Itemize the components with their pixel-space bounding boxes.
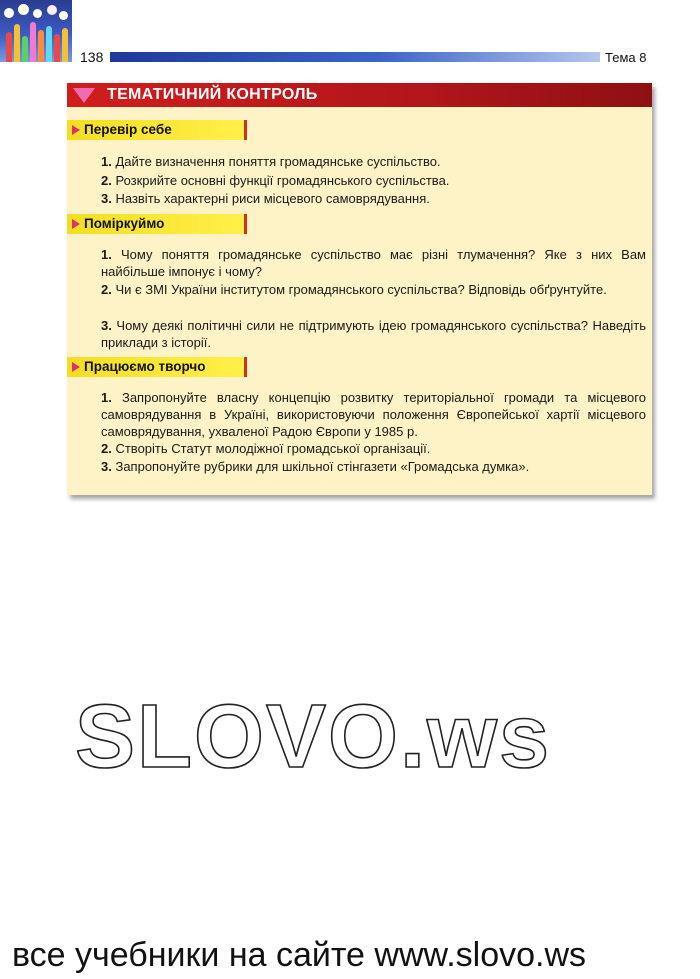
list-item [101,440,646,457]
thematic-control-panel [67,83,652,495]
list-item [101,389,646,440]
item-text: Дайте визначення поняття громадянське суспільство. [115,154,441,169]
list-item [101,172,646,189]
list-item [101,458,646,475]
section-label: Поміркуймо [84,216,165,231]
item-number: 3. [101,459,112,474]
section-header-reflect [67,214,247,234]
item-number: 3. [101,318,112,333]
list-item [101,190,646,207]
item-text: Розкрийте основні функції громадянського суспільства. [115,173,450,188]
arrow-icon [72,362,80,372]
item-number: 1. [101,247,112,262]
item-number: 2. [101,282,112,297]
arrow-icon [72,219,80,229]
section-label: Працюємо творчо [84,359,206,374]
item-text: Запропонуйте рубрики для шкільної стінгазети «Громадська думка». [115,459,530,474]
list-item [101,317,646,351]
item-number: 1. [101,154,112,169]
item-text: Чи є ЗМІ України інститутом громадянського суспільства? Відповідь обґрунтуйте. [115,282,607,297]
list-item [101,281,646,298]
triangle-icon [73,88,95,103]
section-header-check-yourself [67,120,247,140]
header-bar [110,52,600,62]
item-number: 3. [101,191,112,206]
arrow-icon [72,125,80,135]
corner-decoration-image [0,0,72,62]
item-text: Запропонуйте власну концепцію розвитку територіальної громади та місцевого самоврядування в Україні, використовуючи положення Європейської хартії місцевого самоврядування, ухваленої Радою Європи у 1985 р. [101,390,646,439]
item-text: Чому деякі політичні сили не підтримують ідею громадянського суспільства? Наведіть приклади з історії. [101,318,646,350]
footer-text: все учебники на сайте www.slovo.ws [12,936,587,974]
section-header-work-creatively [67,357,247,377]
panel-title: ТЕМАТИЧНИЙ КОНТРОЛЬ [107,86,318,103]
panel-banner [67,83,652,107]
item-number: 2. [101,441,112,456]
watermark-logo: SLOVO.ws [75,687,552,787]
list-item [101,246,646,280]
item-number: 1. [101,390,112,405]
item-text: Створіть Статут молодіжної громадської організації. [115,441,431,456]
page-number: 138 [80,49,104,65]
item-text: Назвіть характерні риси місцевого самоврядування. [115,191,430,206]
list-item [101,153,646,170]
item-text: Чому поняття громадянське суспільство має різні тлумачення? Яке з них Вам найбільше імпонує і чому? [101,247,646,279]
item-number: 2. [101,173,112,188]
topic-label: Тема 8 [605,50,647,65]
section-label: Перевір себе [84,122,172,137]
